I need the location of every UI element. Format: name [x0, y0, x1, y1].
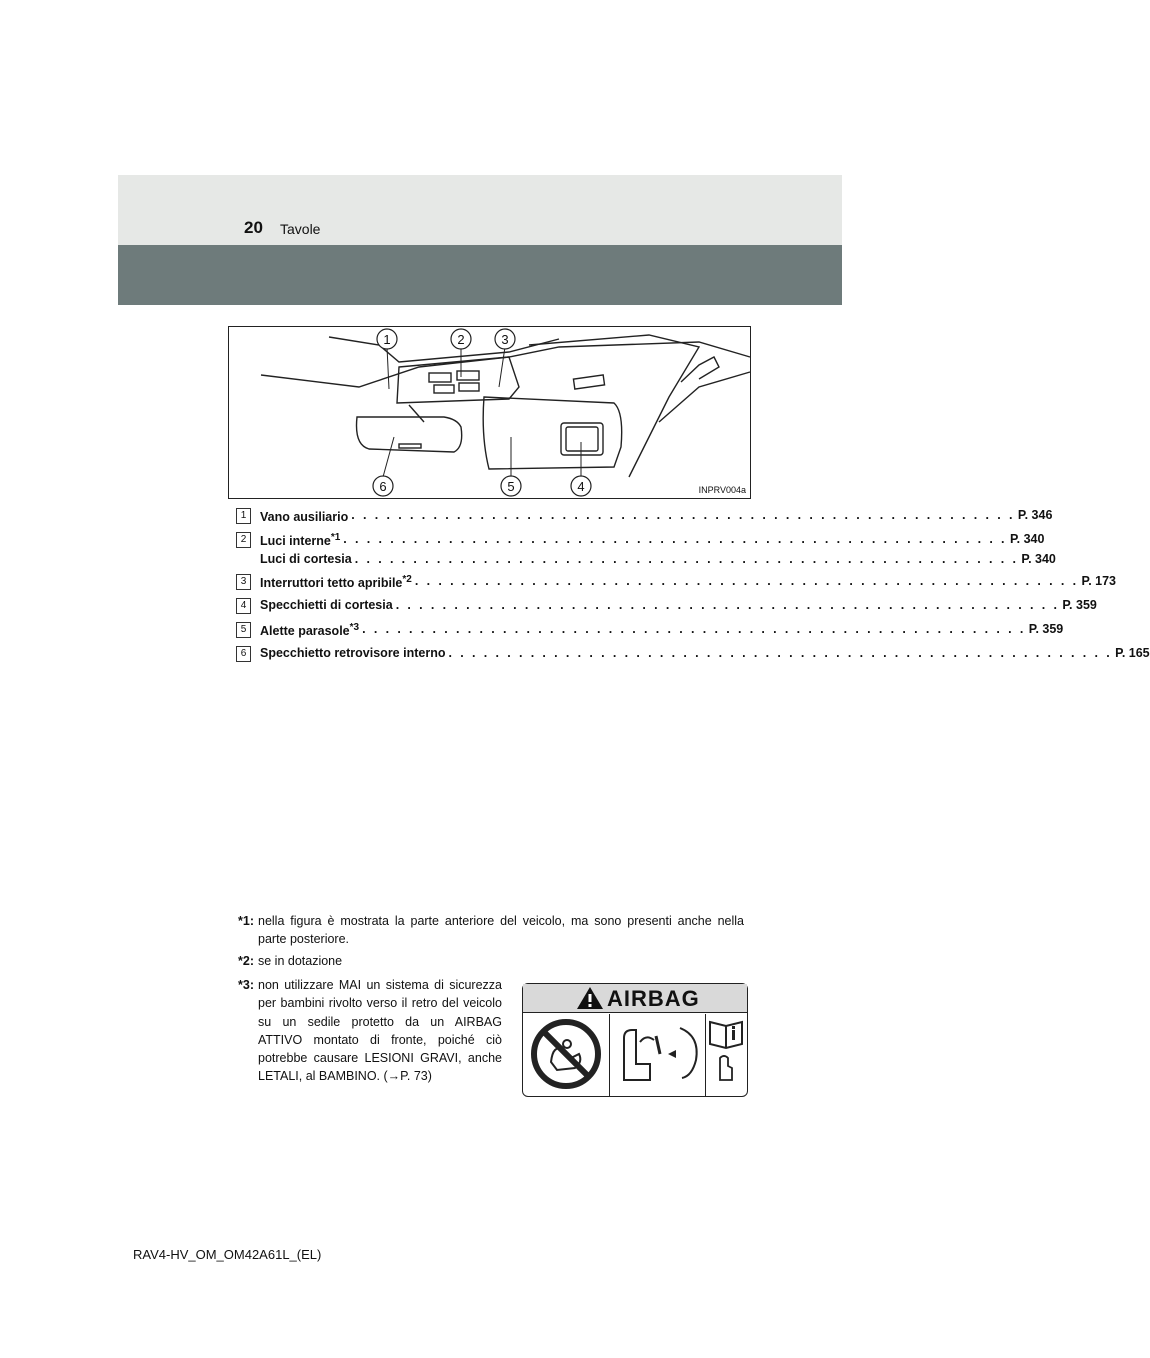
item-label[interactable]: Specchietti di cortesia	[260, 598, 393, 612]
page-reference[interactable]: P. 346	[1017, 508, 1053, 522]
leader-dots: . . . . . . . . . . . . . . . . . . . . . . . . . . . . . . . . . . . . . . . . . . . . . . . . . . . . . . . . .	[351, 508, 1015, 522]
list-item	[236, 572, 1116, 596]
console-switch-right	[457, 371, 479, 380]
component-list	[236, 506, 1150, 668]
callout-2-label: 2	[457, 332, 465, 347]
figure-code: INPRV004a	[698, 485, 746, 495]
footnote-1	[238, 912, 744, 952]
callout-3-label: 3	[501, 332, 509, 347]
leader-6	[383, 437, 394, 477]
console-switch-lower-right	[459, 383, 479, 391]
interior-illustration	[229, 327, 750, 498]
roof-light	[573, 375, 604, 389]
list-item	[236, 506, 1053, 530]
item-number: 6	[236, 646, 251, 662]
footnote-text: nella figura è mostrata la parte anteriore del veicolo, ma sono presenti anche nella parte posteriore.	[258, 914, 744, 946]
warning-triangle-icon	[575, 985, 605, 1011]
item-number: 5	[236, 622, 251, 638]
page-reference[interactable]: P. 359	[1028, 622, 1064, 636]
item-label[interactable]: Vano ausiliario	[260, 510, 349, 525]
page-reference[interactable]: P. 359	[1062, 598, 1097, 612]
section-title: Tavole	[280, 221, 321, 237]
airbag-deployment-cell	[610, 1014, 706, 1096]
manual-book-icon	[706, 1014, 747, 1094]
item-label[interactable]: Specchietto retrovisore interno	[260, 646, 446, 660]
leader-dots: . . . . . . . . . . . . . . . . . . . . . . . . . . . . . . . . . . . . . . . . . . . . . . . . . . . . . . . . .	[448, 646, 1113, 660]
list-item	[236, 530, 1045, 550]
item-number: 3	[236, 574, 251, 590]
item-label[interactable]: Interruttori tetto apribile$^{*2}$	[260, 574, 412, 591]
leader-dots: . . . . . . . . . . . . . . . . . . . . . . . . . . . . . . . . . . . . . . . . . . . . . . . . . . . . . . . . .	[354, 552, 1019, 566]
leader-dots: . . . . . . . . . . . . . . . . . . . . . . . . . . . . . . . . . . . . . . . . . . . . . . . . . . . . . . . . .	[343, 532, 1007, 546]
headliner-right	[529, 335, 699, 477]
no-rear-facing-seat-cell	[523, 1014, 610, 1096]
interior-figure	[228, 326, 751, 499]
item-label[interactable]: Alette parasole$^{*3}$	[260, 622, 360, 639]
console-switch-left	[429, 373, 451, 382]
page-reference[interactable]: P. 173	[1081, 574, 1116, 588]
page-reference[interactable]: P. 340	[1021, 552, 1056, 566]
console-switch-lower-left	[434, 385, 454, 393]
callout-1-label: 1	[383, 332, 391, 347]
callout-6-label: 6	[379, 479, 387, 494]
mirror-stem	[409, 405, 424, 422]
airbag-deploy-icon	[610, 1014, 705, 1094]
footnote-2	[238, 952, 744, 972]
rear-view-mirror	[357, 417, 462, 452]
item-number: 1	[236, 508, 251, 524]
list-item	[236, 550, 1056, 572]
header-band	[118, 175, 842, 245]
item-number: 2	[236, 532, 251, 548]
grab-handle	[681, 357, 719, 382]
footnote-text: non utilizzare MAI un sistema di sicurezza per bambini rivolto verso il retro del veicolo su un sedile protetto da un AIRBAG ATTIVO montato di fronte, poiché ciò potrebbe causare LESIONI GRAVI, anche LETALI, al BAMBINO. (→P. 73)	[258, 978, 502, 1084]
sun-visor	[483, 397, 622, 469]
item-label[interactable]: Luci di cortesia	[260, 552, 352, 566]
prohibited-child-seat-icon	[523, 1014, 609, 1094]
leader-dots: . . . . . . . . . . . . . . . . . . . . . . . . . . . . . . . . . . . . . . . . . . . . . . . . . . . . . . . . .	[395, 598, 1060, 612]
page-number: 20	[244, 218, 263, 237]
airbag-warning-label	[522, 983, 748, 1097]
item-label[interactable]: Luci interne$^{*1}$	[260, 532, 341, 549]
list-item	[236, 644, 1150, 668]
callout-4-label: 4	[577, 479, 585, 494]
leader-dots: . . . . . . . . . . . . . . . . . . . . . . . . . . . . . . . . . . . . . . . . . . . . . . . . . . . . . . . . .	[362, 622, 1026, 636]
roof-liner	[329, 337, 559, 362]
item-number: 4	[236, 598, 251, 614]
list-item	[236, 596, 1097, 620]
callout-5-label: 5	[507, 479, 515, 494]
page-reference[interactable]: P. 340	[1009, 532, 1045, 546]
pointing-hand-icon	[720, 1056, 732, 1080]
airbag-label-header	[523, 984, 747, 1013]
footnote-3	[238, 976, 504, 1106]
pillar	[659, 372, 750, 422]
list-item	[236, 620, 1064, 644]
document-code: RAV4-HV_OM_OM42A61L_(EL)	[133, 1247, 322, 1262]
mirror-buttons	[399, 444, 421, 448]
manual-reference-cell	[706, 1014, 747, 1096]
footnote-marker: *3:	[238, 978, 254, 992]
footnote-marker: *2:	[238, 954, 254, 968]
footnote-marker: *1:	[238, 914, 254, 928]
header-bar	[118, 245, 842, 305]
vanity-mirror-inner	[566, 427, 598, 451]
page-reference[interactable]: P. 165	[1115, 646, 1150, 660]
leader-dots: . . . . . . . . . . . . . . . . . . . . . . . . . . . . . . . . . . . . . . . . . . . . . . . . . . . . . . . . .	[414, 574, 1079, 588]
footnote-text: se in dotazione	[258, 954, 343, 968]
airbag-title: AIRBAG	[607, 986, 700, 1011]
